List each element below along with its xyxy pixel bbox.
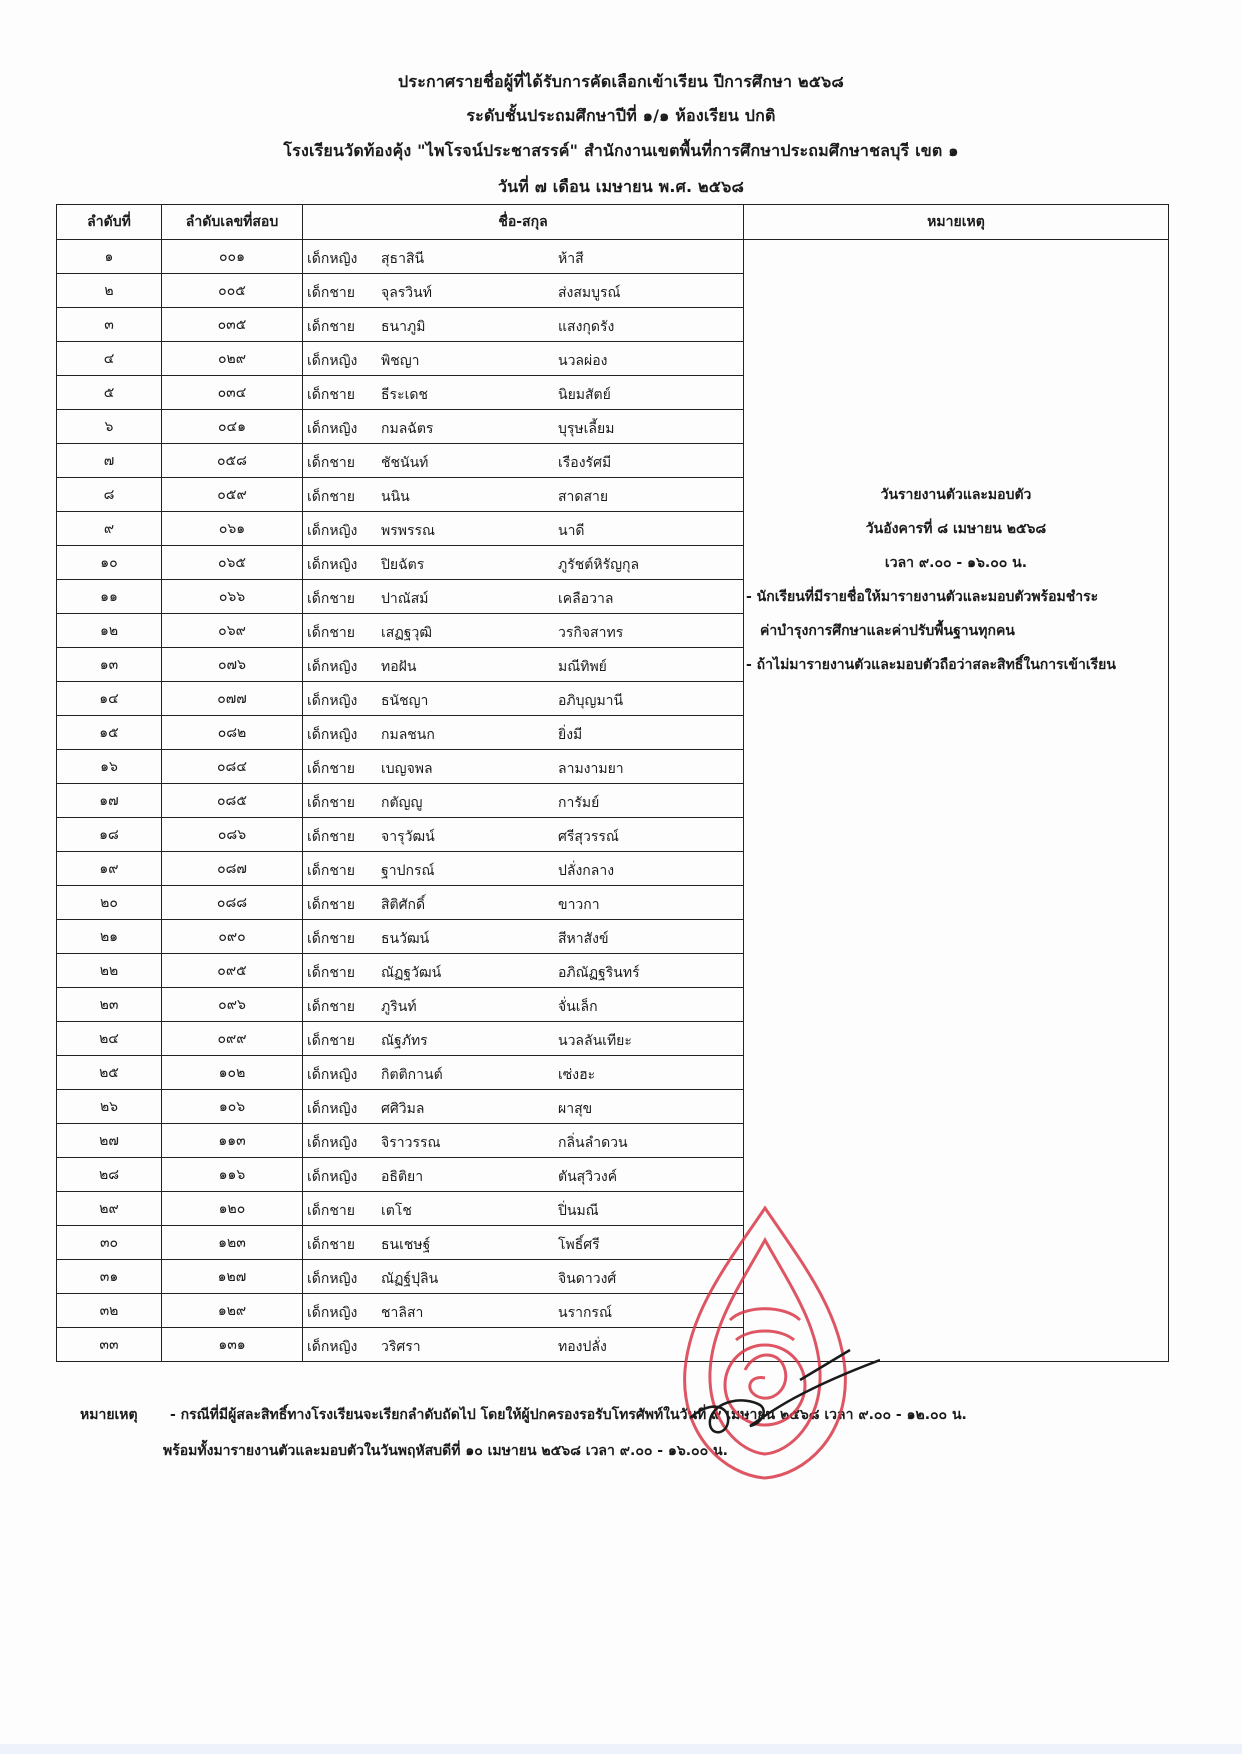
name-last: วรกิจสาทร	[558, 625, 624, 641]
student-name	[303, 444, 744, 478]
name-prefix: เด็กหญิง	[307, 1305, 358, 1321]
order-number: ๙	[57, 512, 162, 546]
name-last: ตันสุวิวงค์	[558, 1169, 618, 1185]
order-number: ๑๒	[57, 614, 162, 648]
name-prefix: เด็กชาย	[307, 625, 355, 641]
name-last: สาดสาย	[558, 489, 609, 505]
name-last: ขาวกา	[558, 897, 600, 913]
name-first: กตัญญู	[381, 795, 423, 811]
exam-number: ๐๘๖	[162, 818, 303, 852]
name-last: นวลผ่อง	[558, 353, 608, 369]
name-last: ผาสุข	[558, 1101, 593, 1117]
exam-number: ๐๖๕	[162, 546, 303, 580]
student-name	[303, 342, 744, 376]
name-prefix: เด็กหญิง	[307, 1135, 358, 1151]
exam-number: ๑๑๓	[162, 1124, 303, 1158]
footer-note-line2: พร้อมทั้งมารายงานตัวและมอบตัวในวันพฤหัสบดีที่ ๑๐ เมษายน ๒๕๖๘ เวลา ๙.๐๐ - ๑๖.๐๐ น.	[163, 1443, 728, 1459]
name-last: อภิณัฏฐรินทร์	[558, 965, 640, 981]
name-prefix: เด็กหญิง	[307, 659, 358, 675]
order-number: ๒๒	[57, 954, 162, 988]
announcement-date: วันที่ ๗ เดือน เมษายน พ.ศ. ๒๕๖๘	[497, 177, 745, 196]
order-number: ๑๔	[57, 682, 162, 716]
name-last: ลามงามยา	[558, 761, 624, 777]
name-first: วริศรา	[381, 1339, 421, 1355]
name-last: นาดี	[558, 523, 585, 539]
remark-time: เวลา ๙.๐๐ - ๑๖.๐๐ น.	[884, 555, 1028, 571]
exam-number: ๐๗๗	[162, 682, 303, 716]
order-number: ๕	[57, 376, 162, 410]
name-first: ทอฝัน	[381, 659, 417, 675]
scan-edge	[0, 1744, 1242, 1754]
name-prefix: เด็กหญิง	[307, 1169, 358, 1185]
name-last: โพธิ์ศรี	[558, 1237, 600, 1253]
name-last: เคลือวาล	[558, 591, 614, 607]
name-first: ณัฏฐวัฒน์	[381, 965, 442, 981]
student-name	[303, 1158, 744, 1192]
name-prefix: เด็กหญิง	[307, 693, 358, 709]
name-first: ณัฏฐ์ปุลิน	[381, 1271, 439, 1287]
name-prefix: เด็กชาย	[307, 761, 355, 777]
exam-number: ๑๒๙	[162, 1294, 303, 1328]
name-prefix: เด็กชาย	[307, 1203, 355, 1219]
name-first: ธนัชญา	[381, 693, 429, 709]
name-first: ธนวัฒน์	[381, 931, 430, 947]
exam-number: ๐๘๔	[162, 750, 303, 784]
footer-text-1: - กรณีที่มีผู้สละสิทธิ์ทางโรงเรียนจะเรียกลำดับถัดไป โดยให้ผู้ปกครองรอรับโทรศัพท์ในวันที่ ๙ เมษายน ๒๕๖๘ เวลา ๙.๐๐ - ๑๒.๐๐ น.	[170, 1407, 967, 1423]
name-last: นรากรณ์	[558, 1305, 612, 1321]
school-seal-stamp	[650, 1200, 880, 1490]
name-first: นนิน	[381, 489, 410, 505]
name-prefix: เด็กหญิง	[307, 557, 358, 573]
name-prefix: เด็กชาย	[307, 591, 355, 607]
exam-number: ๑๒๓	[162, 1226, 303, 1260]
exam-number: ๐๗๖	[162, 648, 303, 682]
name-first: ชัชนันท์	[381, 455, 429, 471]
order-number: ๑๐	[57, 546, 162, 580]
column-header-remarks: หมายเหตุ	[744, 205, 1169, 240]
remark-reporting-day: วันรายงานตัวและมอบตัว	[880, 487, 1032, 503]
exam-number: ๐๒๙	[162, 342, 303, 376]
remarks-cell	[744, 240, 1169, 1362]
student-name	[303, 988, 744, 1022]
student-name	[303, 716, 744, 750]
name-last: มณีทิพย์	[558, 659, 607, 675]
name-first: ธนเชษฐ์	[381, 1237, 431, 1253]
order-number: ๒๐	[57, 886, 162, 920]
name-prefix: เด็กหญิง	[307, 353, 358, 369]
exam-number: ๐๐๕	[162, 274, 303, 308]
exam-number: ๐๓๔	[162, 376, 303, 410]
name-first: ศศิวิมล	[381, 1101, 425, 1117]
name-last: จั่นเล็ก	[558, 999, 598, 1015]
exam-number: ๑๒๐	[162, 1192, 303, 1226]
exam-number: ๐๘๘	[162, 886, 303, 920]
student-name	[303, 580, 744, 614]
announcement-title: ประกาศรายชื่อผู้ที่ได้รับการคัดเลือกเข้าเรียน ปีการศึกษา ๒๕๖๘	[398, 72, 844, 91]
student-name	[303, 648, 744, 682]
order-number: ๒๓	[57, 988, 162, 1022]
student-name	[303, 852, 744, 886]
student-name	[303, 308, 744, 342]
order-number: ๒๗	[57, 1124, 162, 1158]
name-last: แสงกุดรัง	[558, 319, 615, 335]
order-number: ๓๐	[57, 1226, 162, 1260]
student-list-table	[56, 204, 1169, 1362]
name-prefix: เด็กชาย	[307, 455, 355, 471]
name-prefix: เด็กชาย	[307, 1033, 355, 1049]
school-name-line: โรงเรียนวัดท้องคุ้ง "ไพโรจน์ประชาสรรค์" สำนักงานเขตพื้นที่การศึกษาประถมศึกษาชลบุรี เขต ๑	[283, 141, 959, 160]
column-header-order: ลำดับที่	[57, 205, 162, 240]
name-last: ภูรัชต์หิรัญกุล	[558, 557, 640, 573]
name-prefix: เด็กหญิง	[307, 421, 358, 437]
student-name	[303, 274, 744, 308]
student-name	[303, 886, 744, 920]
name-first: กมลชนก	[381, 727, 435, 743]
exam-number: ๐๙๙	[162, 1022, 303, 1056]
name-last: เรืองรัศมี	[558, 455, 612, 471]
student-name	[303, 614, 744, 648]
name-first: พิชญา	[381, 353, 420, 369]
exam-number: ๐๕๘	[162, 444, 303, 478]
name-prefix: เด็กชาย	[307, 1237, 355, 1253]
exam-number: ๐๘๒	[162, 716, 303, 750]
name-first: จารุวัฒน์	[381, 829, 435, 845]
name-first: ภูรินท์	[381, 999, 417, 1015]
remark-payment-note-cont: ค่าบำรุงการศึกษาและค่าปรับพื้นฐานทุกคน	[760, 623, 1015, 639]
table-header-row	[57, 205, 1169, 240]
student-name	[303, 682, 744, 716]
order-number: ๒๕	[57, 1056, 162, 1090]
student-name	[303, 954, 744, 988]
name-last: จินดาวงศ์	[558, 1271, 617, 1287]
name-prefix: เด็กหญิง	[307, 727, 358, 743]
name-prefix: เด็กชาย	[307, 897, 355, 913]
grade-level-line: ระดับชั้นประถมศึกษาปีที่ ๑/๑ ห้องเรียน ปกติ	[466, 106, 776, 125]
column-header-exam-number: ลำดับเลขที่สอบ	[162, 205, 303, 240]
name-first: กมลฉัตร	[381, 421, 434, 437]
name-first: ปิยฉัตร	[381, 557, 425, 573]
name-first: ณัฐภัทร	[381, 1033, 428, 1049]
student-name	[303, 512, 744, 546]
order-number: ๒๘	[57, 1158, 162, 1192]
name-prefix: เด็กชาย	[307, 387, 355, 403]
exam-number: ๐๐๑	[162, 240, 303, 274]
student-name	[303, 818, 744, 852]
order-number: ๒	[57, 274, 162, 308]
student-name	[303, 240, 744, 274]
order-number: ๑๗	[57, 784, 162, 818]
order-number: ๘	[57, 478, 162, 512]
name-last: ปลั่งกลาง	[558, 863, 615, 879]
student-name	[303, 478, 744, 512]
exam-number: ๑๑๖	[162, 1158, 303, 1192]
name-prefix: เด็กชาย	[307, 319, 355, 335]
order-number: ๑๓	[57, 648, 162, 682]
name-first: เสฏฐวุฒิ	[381, 625, 432, 641]
name-first: พรพรรณ	[381, 523, 436, 539]
order-number: ๓๑	[57, 1260, 162, 1294]
name-prefix: เด็กหญิง	[307, 1339, 358, 1355]
order-number: ๓	[57, 308, 162, 342]
student-name	[303, 750, 744, 784]
student-name	[303, 410, 744, 444]
name-prefix: เด็กชาย	[307, 931, 355, 947]
footer-label: หมายเหตุ	[80, 1407, 138, 1423]
name-first: ปาณัสม์	[381, 591, 429, 607]
order-number: ๖	[57, 410, 162, 444]
student-name	[303, 546, 744, 580]
name-last: การัมย์	[558, 795, 600, 811]
name-last: ส่งสมบูรณ์	[558, 285, 621, 301]
name-first: สิติศักดิ์	[381, 897, 426, 913]
exam-number: ๑๐๖	[162, 1090, 303, 1124]
exam-number: ๐๙๐	[162, 920, 303, 954]
name-first: อธิติยา	[381, 1169, 424, 1185]
name-last: นวลลันเทียะ	[558, 1033, 632, 1049]
order-number: ๑๖	[57, 750, 162, 784]
exam-number: ๐๘๕	[162, 784, 303, 818]
exam-number: ๐๖๑	[162, 512, 303, 546]
remark-forfeit-note: - ถ้าไม่มารายงานตัวและมอบตัวถือว่าสละสิทธิ์ในการเข้าเรียน	[746, 657, 1116, 673]
remark-date: วันอังคารที่ ๘ เมษายน ๒๕๖๘	[865, 521, 1047, 537]
student-name	[303, 1056, 744, 1090]
order-number: ๑๕	[57, 716, 162, 750]
exam-number: ๐๕๙	[162, 478, 303, 512]
reporting-instructions	[744, 478, 1168, 682]
name-prefix: เด็กชาย	[307, 965, 355, 981]
order-number: ๒๔	[57, 1022, 162, 1056]
name-first: เตโช	[381, 1203, 412, 1219]
name-first: กิตติกานต์	[381, 1067, 443, 1083]
student-name	[303, 1124, 744, 1158]
name-prefix: เด็กชาย	[307, 829, 355, 845]
name-prefix: เด็กชาย	[307, 999, 355, 1015]
name-first: สุธาสินี	[381, 251, 425, 267]
name-last: ยิ่งมี	[558, 727, 583, 743]
name-first: เบญจพล	[381, 761, 433, 777]
name-prefix: เด็กหญิง	[307, 1101, 358, 1117]
name-prefix: เด็กชาย	[307, 795, 355, 811]
exam-number: ๐๙๖	[162, 988, 303, 1022]
name-last: อภิบุญมานี	[558, 693, 624, 709]
name-last: กลิ่นลำดวน	[558, 1135, 628, 1151]
order-number: ๑	[57, 240, 162, 274]
name-prefix: เด็กชาย	[307, 863, 355, 879]
name-last: เซ่งฮะ	[558, 1067, 596, 1083]
name-first: จิราวรรณ	[381, 1135, 441, 1151]
name-first: ธีระเดช	[381, 387, 428, 403]
order-number: ๗	[57, 444, 162, 478]
student-name	[303, 1090, 744, 1124]
exam-number: ๐๓๕	[162, 308, 303, 342]
name-first: ธนาภูมิ	[381, 319, 426, 335]
student-name	[303, 376, 744, 410]
student-name	[303, 920, 744, 954]
exam-number: ๑๒๗	[162, 1260, 303, 1294]
column-header-name: ชื่อ-สกุล	[303, 205, 744, 240]
remark-payment-note: - นักเรียนที่มีรายชื่อให้มารายงานตัวและมอบตัวพร้อมชำระ	[746, 589, 1099, 605]
table-body	[57, 240, 1169, 1362]
name-prefix: เด็กชาย	[307, 489, 355, 505]
order-number: ๑๘	[57, 818, 162, 852]
student-name	[303, 1022, 744, 1056]
exam-number: ๐๙๕	[162, 954, 303, 988]
exam-number: ๐๖๖	[162, 580, 303, 614]
order-number: ๒๑	[57, 920, 162, 954]
name-prefix: เด็กหญิง	[307, 1067, 358, 1083]
table-row	[57, 240, 1169, 274]
name-prefix: เด็กหญิง	[307, 1271, 358, 1287]
exam-number: ๐๘๗	[162, 852, 303, 886]
name-last: นิยมสัตย์	[558, 387, 611, 403]
name-prefix: เด็กหญิง	[307, 251, 358, 267]
order-number: ๒๙	[57, 1192, 162, 1226]
order-number: ๓๒	[57, 1294, 162, 1328]
order-number: ๔	[57, 342, 162, 376]
exam-number: ๐๖๙	[162, 614, 303, 648]
order-number: ๑๑	[57, 580, 162, 614]
order-number: ๒๖	[57, 1090, 162, 1124]
name-last: ห้าสี	[558, 251, 584, 267]
order-number: ๑๙	[57, 852, 162, 886]
name-last: บุรุษเลี้ยม	[558, 421, 615, 437]
exam-number: ๑๓๑	[162, 1328, 303, 1362]
name-last: ทองปลั่ง	[558, 1339, 607, 1355]
name-first: จุลรวินท์	[381, 285, 432, 301]
name-first: ฐาปกรณ์	[381, 863, 435, 879]
exam-number: ๑๐๒	[162, 1056, 303, 1090]
order-number: ๓๓	[57, 1328, 162, 1362]
name-prefix: เด็กหญิง	[307, 523, 358, 539]
exam-number: ๐๔๑	[162, 410, 303, 444]
name-prefix: เด็กชาย	[307, 285, 355, 301]
student-name	[303, 784, 744, 818]
name-last: สีหาสังข์	[558, 931, 609, 947]
name-last: ศรีสุวรรณ์	[558, 829, 619, 845]
name-first: ชาลิสา	[381, 1305, 424, 1321]
name-last: ปิ่นมณี	[558, 1203, 599, 1219]
